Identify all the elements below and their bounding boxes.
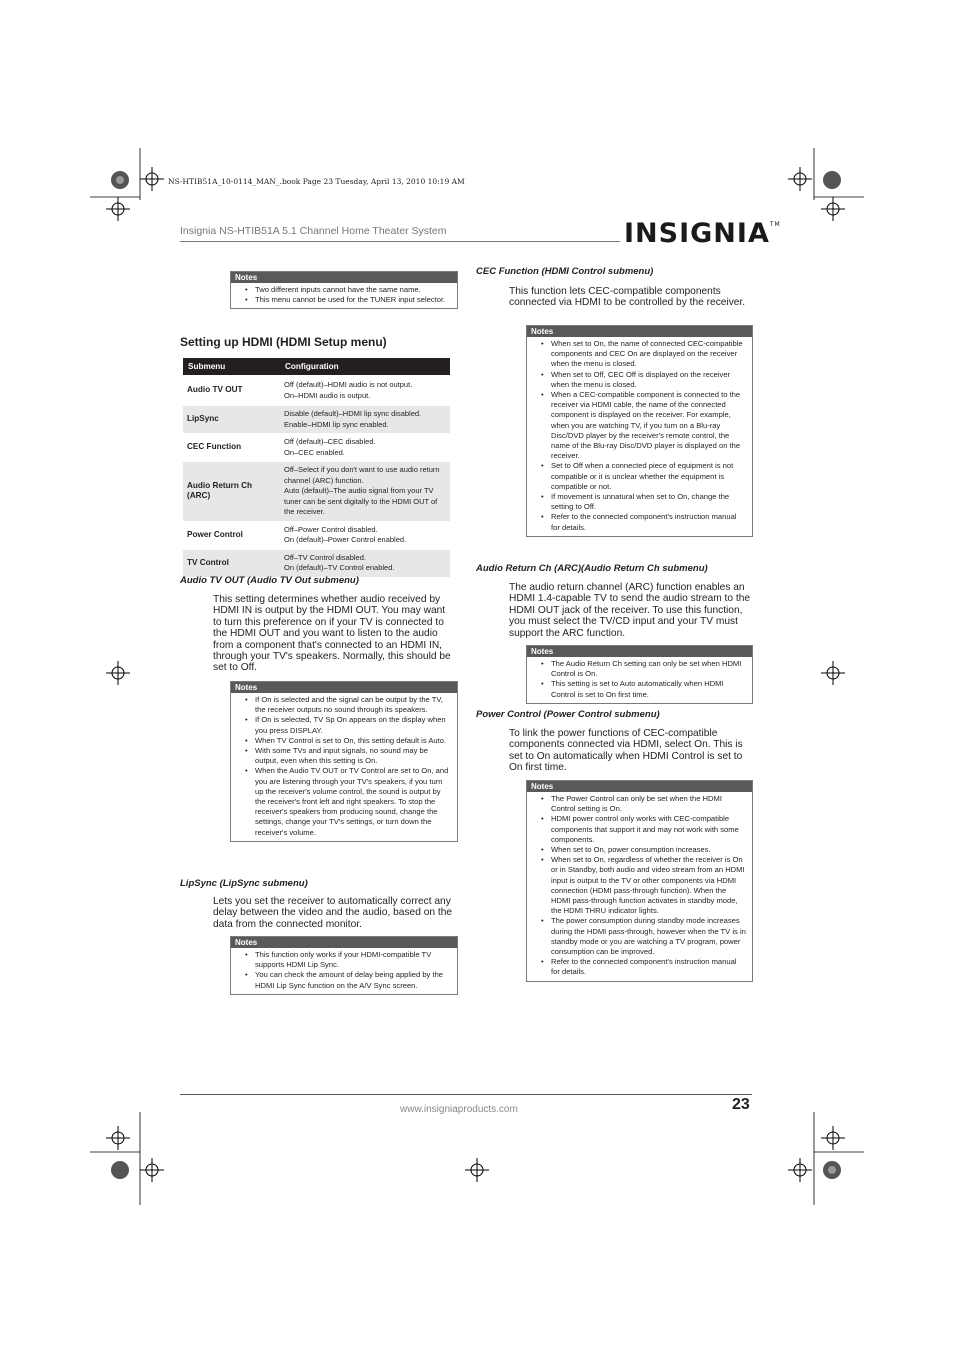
config-line: Off–Power Control disabled. bbox=[284, 524, 378, 534]
note-item: • HDMI power control only works with CEC-compatible components that support it and may not work with some components. bbox=[551, 814, 746, 845]
running-title: Insignia NS-HTIB51A 5.1 Channel Home Theater System bbox=[180, 225, 447, 237]
note-item: • When the Audio TV OUT or TV Control are set to On, and you are listening through your TV's speakers, if you turn up the receiver's volume control, the sound is output by the receiver's front left and right speakers. To stop the receiver's speakers from producing sound, change the settings, change your TV's settings, or turn down the receiver's volume. bbox=[255, 766, 451, 837]
column-header-submenu: Submenu bbox=[183, 358, 280, 376]
submenu-cell: LipSync bbox=[183, 406, 280, 434]
footer-rule bbox=[180, 1094, 752, 1095]
note-item: • Two different inputs cannot have the same name. bbox=[255, 285, 451, 295]
paragraph-lipsync: Lets you set the receiver to automatically correct any delay between the video and the audio, based on the data from the connected monitor. bbox=[213, 896, 453, 930]
notes-label: Notes bbox=[231, 937, 457, 948]
config-line: On–CEC enabled. bbox=[284, 447, 345, 457]
notes-box-cec bbox=[526, 325, 753, 537]
note-item: • With some TVs and input signals, no sound may be output, even when this setting is On. bbox=[255, 746, 451, 766]
config-line: On (default)–TV Control enabled. bbox=[284, 563, 395, 572]
logo-tm: TM bbox=[769, 221, 781, 228]
note-item: • This function only works if your HDMI-compatible TV supports HDMI Lip Sync. bbox=[255, 950, 451, 970]
note-item: • When set to On, the name of connected CEC-compatible components and CEC On are displayed on the receiver when the menu is closed. bbox=[551, 339, 746, 370]
paragraph-cec-function: This function lets CEC-compatible components connected via HDMI to be controlled by the receiver. bbox=[509, 286, 746, 309]
config-cell bbox=[280, 376, 450, 406]
subheading-arc: Audio Return Ch (ARC)(Audio Return Ch submenu) bbox=[476, 563, 708, 574]
note-item: • When TV Control is set to On, this setting default is Auto. bbox=[255, 736, 451, 746]
notes-label: Notes bbox=[231, 272, 457, 283]
config-cell bbox=[280, 434, 450, 462]
submenu-cell: Audio TV OUT bbox=[183, 376, 280, 406]
book-info-line: NS-HTIB51A_10-0114_MAN_.book Page 23 Tuesday, April 13, 2010 10:19 AM bbox=[168, 177, 465, 186]
config-line: Off–Select if you don't want to use audio return channel (ARC) function. bbox=[284, 465, 440, 485]
note-item: • If On is selected, TV Sp On appears on the display when you press DISPLAY. bbox=[255, 715, 451, 735]
note-item: • When set to Off, CEC Off is displayed on the receiver when the menu is closed. bbox=[551, 370, 746, 390]
note-item: • You can check the amount of delay being applied by the HDMI Lip Sync function on the A/V Sync screen. bbox=[255, 970, 451, 990]
note-item: • This menu cannot be used for the TUNER input selector. bbox=[255, 295, 451, 305]
subheading-power-control: Power Control (Power Control submenu) bbox=[476, 709, 660, 720]
notes-box-lipsync bbox=[230, 936, 458, 995]
notes-label: Notes bbox=[527, 326, 752, 337]
config-line: Off–TV Control disabled. bbox=[284, 552, 366, 562]
submenu-cell: Audio Return Ch (ARC) bbox=[183, 462, 280, 522]
config-line: On–HDMI audio is output. bbox=[284, 390, 371, 400]
note-item: • Set to Off when a connected piece of equipment is not compatible or it is unclear whether the equipment is compatible or not. bbox=[551, 461, 746, 492]
paragraph-power-control: To link the power functions of CEC-compatible components connected via HDMI, select On. This is set to On automatically when HDMI Control is set to On first time. bbox=[509, 728, 743, 774]
notes-box-power-control bbox=[526, 780, 753, 982]
notes-box-audio-tv-out bbox=[230, 681, 458, 842]
footer-url[interactable]: www.insigniaproducts.com bbox=[400, 1104, 518, 1115]
header-rule bbox=[180, 241, 620, 242]
config-line: Auto (default)–The audio signal from your TV tuner can be sent digitally to the HDMI OUT of the receiver. bbox=[284, 486, 438, 516]
submenu-cell: CEC Function bbox=[183, 434, 280, 462]
note-item: • The Audio Return Ch setting can only be set when HDMI Control is On. bbox=[551, 659, 746, 679]
notes-label: Notes bbox=[527, 781, 752, 792]
notes-label: Notes bbox=[231, 682, 457, 693]
table-row bbox=[183, 434, 450, 462]
note-item: • When a CEC-compatible component is connected to the receiver via HDMI cable, the name of the connected component is displayed on the receiver. For example, when you are watching TV, if you turn on a Blu-ray Disc/DVD player by the receiver's remote control, the name of the Blu-ray Disc/DVD player is displayed on the receiver. bbox=[551, 390, 746, 461]
note-item: • If On is selected and the signal can be output by the TV, the receiver outputs no sound through its speakers. bbox=[255, 695, 451, 715]
notes-label: Notes bbox=[527, 646, 752, 657]
page-number: 23 bbox=[732, 1096, 750, 1113]
hdmi-setup-table bbox=[183, 358, 450, 577]
table-row bbox=[183, 406, 450, 434]
logo-text: INSIGNIA bbox=[624, 218, 770, 249]
paragraph-arc: The audio return channel (ARC) function enables an HDMI 1.4-capable TV to send the audio stream to the HDMI OUT jack of the receiver. To use this function, you must select the TV/CD input and your TV must support the ARC function. bbox=[509, 582, 751, 639]
submenu-cell: Power Control bbox=[183, 521, 280, 549]
subheading-audio-tv-out: Audio TV OUT (Audio TV Out submenu) bbox=[180, 575, 359, 586]
config-line: Enable–HDMI lip sync enabled. bbox=[284, 419, 389, 429]
note-item: • When set to On, regardless of whether the receiver is On or in Standby, both audio and video stream from an HDMI input is output to the TV or other components via HDMI connection (HDMI pass-through function). When the HDMI pass-through function activates in standby mode, the HDMI THRU indicator lights. bbox=[551, 855, 746, 916]
config-cell bbox=[280, 521, 450, 549]
column-header-configuration: Configuration bbox=[280, 358, 450, 376]
note-item: • Refer to the connected component's instruction manual for details. bbox=[551, 512, 746, 532]
notes-box-hdmi-names bbox=[230, 271, 458, 309]
notes-box-arc bbox=[526, 645, 753, 704]
table-row bbox=[183, 462, 450, 522]
note-item: • When set to On, power consumption increases. bbox=[551, 845, 746, 855]
note-item: • If movement is unnatural when set to On, change the setting to Off. bbox=[551, 492, 746, 512]
paragraph-audio-tv-out: This setting determines whether audio received by HDMI IN is output by the HDMI OUT. You may want to turn this preference on if your TV is connected to the HDMI OUT and you want to listen to the audio from a component that's connected to an HDMI IN, through your TV's speakers. Normally, this should be set to Off. bbox=[213, 594, 451, 674]
insignia-logo bbox=[624, 218, 781, 249]
config-cell bbox=[280, 406, 450, 434]
config-cell bbox=[280, 549, 450, 577]
submenu-cell: TV Control bbox=[183, 549, 280, 577]
config-cell bbox=[280, 462, 450, 522]
config-line: On (default)–Power Control enabled. bbox=[284, 535, 407, 544]
config-line: Off (default)–HDMI audio is not output. bbox=[284, 380, 413, 389]
note-item: • The power consumption during standby mode increases during the HDMI pass-through, however when the TV is in standby mode or you are watching a TV program, power consumption can be improved. bbox=[551, 916, 746, 957]
note-item: • The Power Control can only be set when the HDMI Control setting is On. bbox=[551, 794, 746, 814]
section-heading-hdmi-setup: Setting up HDMI (HDMI Setup menu) bbox=[180, 335, 387, 349]
note-item: • Refer to the connected component's instruction manual for details. bbox=[551, 957, 746, 977]
subheading-lipsync: LipSync (LipSync submenu) bbox=[180, 878, 308, 889]
table-row bbox=[183, 549, 450, 577]
config-line: Disable (default)–HDMI lip sync disabled. bbox=[284, 409, 422, 418]
subheading-cec-function: CEC Function (HDMI Control submenu) bbox=[476, 266, 654, 277]
table-row bbox=[183, 521, 450, 549]
note-item: • This setting is set to Auto automatically when HDMI Control is set to On first time. bbox=[551, 679, 746, 699]
table-row bbox=[183, 376, 450, 406]
config-line: Off (default)–CEC disabled. bbox=[284, 437, 376, 446]
